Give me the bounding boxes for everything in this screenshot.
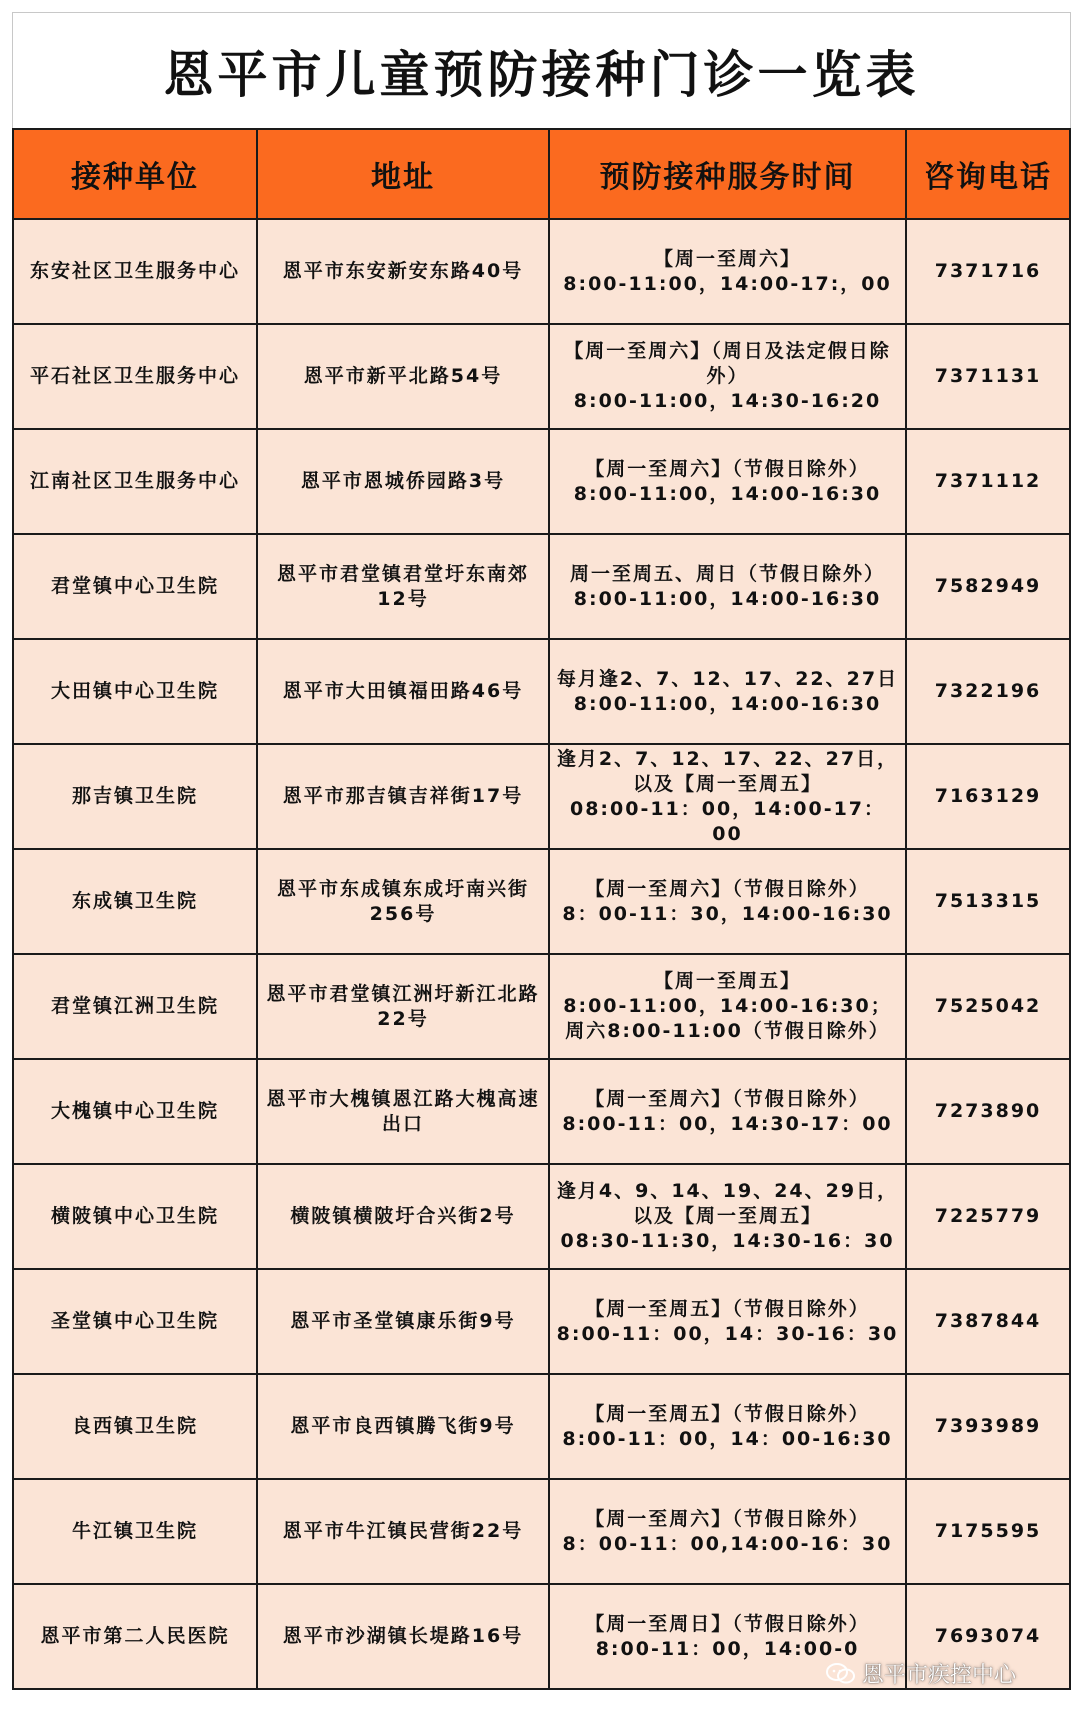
cell-address [257,1269,549,1374]
cell-address [257,324,549,429]
cell-unit [13,534,257,639]
cell-phone [906,429,1070,534]
cell-line: 大田镇中心卫生院 [50,680,219,702]
cell-phone [906,744,1070,849]
cell-line: 7175595 [934,1520,1042,1542]
cell-line: 良西镇卫生院 [71,1415,198,1437]
table-row [13,1059,1070,1164]
cell-line: 【周一至周五】（节假日除外） [585,1297,870,1320]
cell-hours [549,954,906,1059]
header-unit: 接种单位 [13,129,257,219]
table-row [13,1164,1070,1269]
table-row [13,954,1070,1059]
cell-unit [13,639,257,744]
cell-line: 8:00-11:00，14:30-16:20 [573,390,882,412]
cell-line: 大槐镇中心卫生院 [50,1100,219,1122]
cell-line: 横陂镇横陂圩合兴街2号 [290,1205,516,1227]
cell-line: 08:30-11:30，14:30-16：30 [560,1230,895,1252]
cell-line: 恩平市良西镇腾飞街9号 [290,1415,516,1437]
table-row [13,324,1070,429]
cell-line: 逢月2、7、12、17、22、27日，以及【周一至周五】 [556,747,899,795]
table-row [13,744,1070,849]
cell-hours [549,1059,906,1164]
cell-address [257,849,549,954]
cell-line: 君堂镇江洲卫生院 [50,995,219,1017]
cell-phone [906,324,1070,429]
cell-hours [549,1374,906,1479]
cell-line: 8：00-11：00,14:00-16：30 [562,1532,893,1555]
cell-hours [549,849,906,954]
header-address: 地址 [257,129,549,219]
cell-line: 东安社区卫生服务中心 [29,260,240,282]
cell-phone [906,954,1070,1059]
wechat-icon [826,1662,856,1686]
table-row [13,849,1070,954]
cell-line: 恩平市东成镇东成圩南兴街256号 [276,877,529,925]
cell-line: 圣堂镇中心卫生院 [50,1310,219,1332]
cell-line: 每月逢2、7、12、17、22、27日 [556,667,899,690]
cell-line: 恩平市圣堂镇康乐街9号 [290,1310,516,1332]
cell-line: 7393989 [934,1415,1042,1437]
title-box [12,12,1071,129]
cell-line: 7163129 [934,785,1042,807]
cell-line: 恩平市大槐镇恩江路大槐高速出口 [266,1087,540,1135]
cell-address [257,639,549,744]
cell-address [257,744,549,849]
cell-line: 7582949 [934,575,1042,597]
cell-hours [549,219,906,324]
cell-line: 横陂镇中心卫生院 [50,1205,219,1227]
cell-phone [906,219,1070,324]
cell-line: 恩平市君堂镇君堂圩东南郊12号 [276,562,529,610]
cell-line: 7371112 [934,470,1042,492]
cell-line: 【周一至周五】（节假日除外） [585,1402,870,1425]
cell-line: 7387844 [934,1310,1042,1332]
table-row [13,1479,1070,1584]
cell-line: 7371131 [934,365,1042,387]
cell-address [257,219,549,324]
cell-line: 8:00-11:00，14:00-16:30 [573,482,882,505]
cell-line: 8:00-11：00，14:00-0 [595,1637,860,1660]
cell-line: 8:00-11:00，14:00-16:30 [573,587,882,610]
clinic-table [12,128,1071,1690]
cell-line: 牛江镇卫生院 [71,1520,198,1542]
cell-line: 7693074 [934,1625,1042,1647]
cell-unit [13,1269,257,1374]
cell-line: 【周一至周日】（节假日除外） [585,1612,870,1635]
cell-unit [13,744,257,849]
cell-line: 【周一至周六】 [653,247,801,270]
cell-line: 8:00-11:00，14:00-16:30；周六8:00-11:00（节假日除外） [563,995,892,1042]
cell-line: 8:00-11：00，14:30-17：00 [562,1112,893,1135]
cell-line: 恩平市东安新安东路40号 [282,260,524,282]
cell-unit [13,1164,257,1269]
cell-unit [13,1059,257,1164]
watermark-text: 恩平市疾控中心 [862,1663,1017,1688]
cell-line: 江南社区卫生服务中心 [29,470,240,492]
cell-line: 恩平市那吉镇吉祥街17号 [282,785,524,807]
cell-hours [549,1479,906,1584]
cell-address [257,1059,549,1164]
cell-unit [13,1584,257,1689]
table-header-row [13,129,1070,219]
table-row [13,534,1070,639]
cell-line: 那吉镇卫生院 [71,785,198,807]
cell-unit [13,1479,257,1584]
cell-line: 恩平市恩城侨园路3号 [300,470,506,492]
cell-line: 【周一至周六】（节假日除外） [585,1087,870,1110]
cell-line: 8:00-11：00，14：30-16：30 [556,1322,899,1345]
cell-line: 08:00-11：00，14:00-17：00 [569,797,886,845]
cell-hours [549,324,906,429]
cell-line: 恩平市新平北路54号 [303,365,503,387]
cell-unit [13,219,257,324]
cell-phone [906,849,1070,954]
cell-address [257,429,549,534]
cell-line: 恩平市沙湖镇长堤路16号 [282,1625,524,1647]
cell-line: 7322196 [934,680,1042,702]
cell-phone [906,1059,1070,1164]
cell-line: 7273890 [934,1100,1042,1122]
cell-phone [906,1269,1070,1374]
watermark [826,1658,1016,1689]
cell-line: 恩平市大田镇福田路46号 [282,680,524,702]
cell-line: 逢月4、9、14、19、24、29日，以及【周一至周五】 [556,1180,899,1227]
cell-hours [549,639,906,744]
cell-line: 【周一至周六】（周日及法定假日除外） [564,340,891,387]
cell-line: 【周一至周六】（节假日除外） [585,1507,870,1530]
cell-line: 【周一至周六】（节假日除外） [585,877,870,900]
cell-phone [906,1374,1070,1479]
cell-address [257,1164,549,1269]
cell-line: 恩平市第二人民医院 [40,1625,230,1647]
cell-line: 7371716 [934,260,1042,282]
cell-unit [13,1374,257,1479]
cell-line: 恩平市牛江镇民营街22号 [282,1520,524,1542]
cell-line: 8:00-11:00，14:00-16:30 [573,692,882,715]
cell-line: 君堂镇中心卫生院 [50,575,219,597]
cell-line: 7513315 [934,890,1042,912]
cell-phone [906,1479,1070,1584]
cell-hours [549,1269,906,1374]
cell-line: 周一至周五、周日（节假日除外） [569,562,885,585]
cell-unit [13,429,257,534]
cell-hours [549,744,906,849]
cell-phone [906,639,1070,744]
cell-unit [13,954,257,1059]
cell-address [257,1374,549,1479]
table-row [13,1374,1070,1479]
cell-line: 7525042 [934,995,1042,1017]
cell-line: 【周一至周六】（节假日除外） [585,457,870,480]
table-row [13,1269,1070,1374]
cell-line: 东成镇卫生院 [71,890,198,912]
cell-line: 平石社区卫生服务中心 [29,365,240,387]
cell-phone [906,1164,1070,1269]
cell-address [257,954,549,1059]
cell-line: 8:00-11:00，14:00-17:，00 [563,272,892,295]
cell-hours [549,429,906,534]
cell-line: 【周一至周五】 [653,970,801,992]
page-title: 恩平市儿童预防接种门诊一览表 [163,45,920,104]
cell-line: 7225779 [934,1205,1042,1227]
table-row [13,429,1070,534]
table-row [13,219,1070,324]
cell-phone [906,534,1070,639]
cell-line: 8：00-11：30，14:00-16:30 [562,902,893,925]
cell-line: 恩平市君堂镇江洲圩新江北路22号 [266,982,540,1030]
header-phone: 咨询电话 [906,129,1070,219]
table-row [13,639,1070,744]
header-hours: 预防接种服务时间 [549,129,906,219]
cell-unit [13,324,257,429]
cell-address [257,1584,549,1689]
cell-unit [13,849,257,954]
cell-line: 8:00-11：00，14：00-16:30 [562,1427,893,1450]
cell-address [257,1479,549,1584]
cell-address [257,534,549,639]
cell-hours [549,534,906,639]
cell-hours [549,1164,906,1269]
